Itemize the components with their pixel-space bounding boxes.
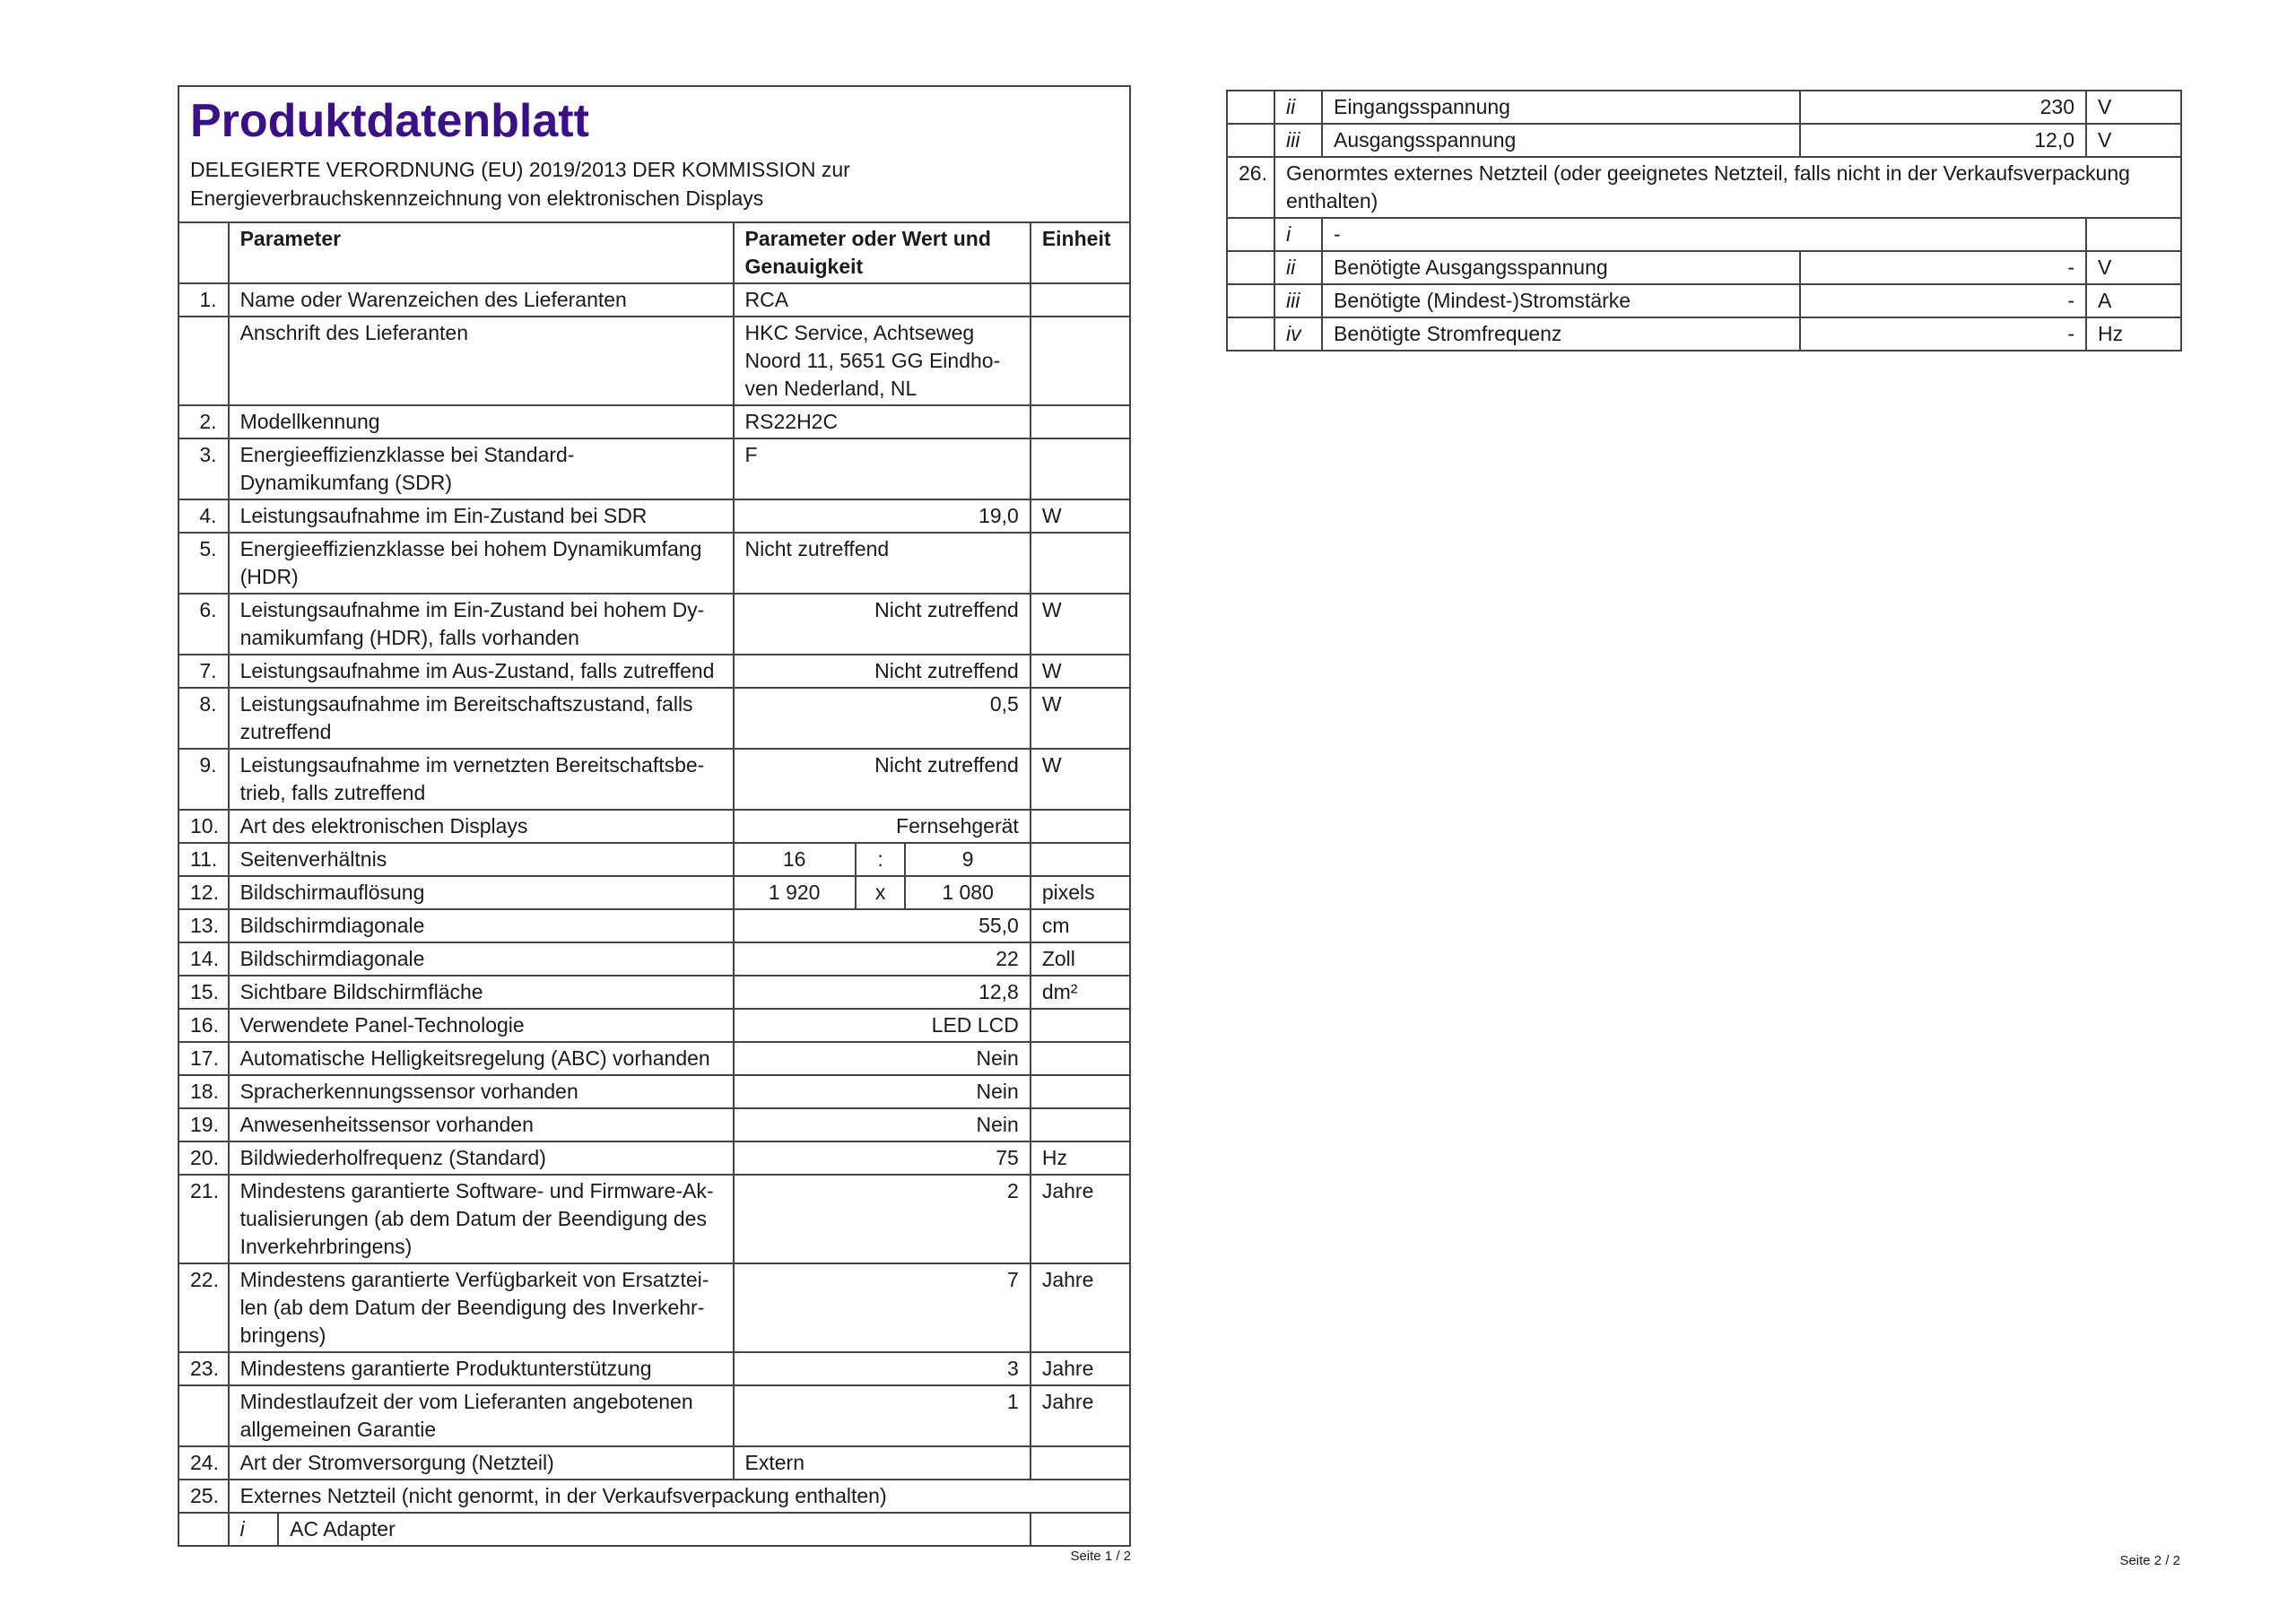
row-unit: Zoll [1031,942,1130,976]
row-parameter: Mindestens garantierte Software- und Firmware-Ak-tualisierungen (ab dem Datum der Beendigung des Inverkehrbringens) [229,1175,734,1263]
table-row [178,533,1130,594]
header-parameter: Parameter [229,222,734,283]
row-number: 8. [178,688,229,749]
row-value: 19,0 [734,499,1031,533]
row-unit: W [1031,655,1130,688]
row-number [178,1513,229,1546]
table-row [178,1480,1130,1513]
row-parameter: Bildschirmdiagonale [229,942,734,976]
table-row [178,1042,1130,1075]
row-unit [1031,1042,1130,1075]
row-subindex: i [1274,218,1322,251]
row-parameter: Verwendete Panel-Technologie [229,1009,734,1042]
row-value: HKC Service, Achtseweg Noord 11, 5651 GG Eindho-ven Nederland, NL [734,317,1031,405]
row-unit [1031,317,1130,405]
table-row [178,843,1130,876]
row-value: 2 [734,1175,1031,1263]
row-unit [1031,1009,1130,1042]
power-supply-table [1226,90,2182,352]
row-number: 4. [178,499,229,533]
table-row [1227,251,2181,284]
row-number [178,1385,229,1446]
row-unit: Jahre [1031,1263,1130,1352]
table-row [178,1108,1130,1141]
table-row [178,942,1130,976]
table-row [178,1141,1130,1175]
row-subindex: iv [1274,317,1322,351]
row-value: RS22H2C [734,405,1031,438]
row-number: 12. [178,876,229,909]
row-unit [1031,1108,1130,1141]
table-row [178,909,1130,942]
subtitle-line-1: DELEGIERTE VERORDNUNG (EU) 2019/2013 DER KOMMISSION zur [190,158,850,181]
row-value: 12,8 [734,976,1031,1009]
row-number: 18. [178,1075,229,1108]
header-value: Parameter oder Wert und Genauigkeit [734,222,1031,283]
row-parameter: Modellkennung [229,405,734,438]
header-unit: Einheit [1031,222,1130,283]
row-subindex: iii [1274,284,1322,317]
page-title: Produktdatenblatt [190,95,589,147]
row-value: Nein [734,1108,1031,1141]
row-unit [1031,438,1130,499]
row-number [1227,91,1274,124]
row-subindex: iii [1274,124,1322,157]
row-parameter: Seitenverhältnis [229,843,734,876]
table-header-row [178,222,1130,283]
row-unit: V [2086,91,2181,124]
row-subindex: ii [1274,91,1322,124]
row-number: 13. [178,909,229,942]
row-value: - [1800,317,2086,351]
table-row [178,1263,1130,1352]
table-row [1227,317,2181,351]
row-parameter: Leistungsaufnahme im Ein-Zustand bei SDR [229,499,734,533]
row-number [1227,124,1274,157]
table-row [1227,218,2181,251]
table-row [178,810,1130,843]
table-row [178,594,1130,655]
row-number: 9. [178,749,229,810]
table-row [178,499,1130,533]
row-parameter: Benötigte Ausgangsspannung [1322,251,1800,284]
row-parameter: Automatische Helligkeitsregelung (ABC) vorhanden [229,1042,734,1075]
row-parameter: Anwesenheitssensor vorhanden [229,1108,734,1141]
row-unit: Hz [1031,1141,1130,1175]
table-row [178,876,1130,909]
row-unit: A [2086,284,2181,317]
row-parameter: Externes Netzteil (nicht genormt, in der Verkaufsverpackung enthalten) [229,1480,1130,1513]
row-number: 14. [178,942,229,976]
subtitle-line-2: Energieverbrauchskennzeichnung von elektronischen Displays [190,187,764,210]
row-unit [1031,810,1130,843]
row-parameter: Benötigte Stromfrequenz [1322,317,1800,351]
row-number: 22. [178,1263,229,1352]
aspect-height: 9 [905,843,1030,876]
row-number: 16. [178,1009,229,1042]
row-parameter: Mindestens garantierte Produktunterstützung [229,1352,734,1385]
table-row [178,405,1130,438]
row-unit: Jahre [1031,1385,1130,1446]
row-subindex: ii [1274,251,1322,284]
row-number: 1. [178,283,229,317]
table-row [178,1175,1130,1263]
row-value: F [734,438,1031,499]
row-number: 23. [178,1352,229,1385]
row-value: RCA [734,283,1031,317]
row-number: 17. [178,1042,229,1075]
table-row [178,283,1130,317]
row-parameter: - [1322,218,2086,251]
row-subindex: i [229,1513,279,1546]
row-parameter: Energieeffizienzklasse bei Standard-Dynamikumfang (SDR) [229,438,734,499]
row-number: 10. [178,810,229,843]
row-unit: pixels [1031,876,1130,909]
row-value: Nein [734,1075,1031,1108]
table-row [1227,91,2181,124]
table-row [178,1352,1130,1385]
row-value: Nein [734,1042,1031,1075]
row-value: Extern [734,1446,1031,1480]
row-parameter: Eingangsspannung [1322,91,1800,124]
product-data-table [178,221,1131,1547]
row-value: 12,0 [1800,124,2086,157]
row-number: 24. [178,1446,229,1480]
row-value: 0,5 [734,688,1031,749]
row-parameter: Genormtes externes Netzteil (oder geeignetes Netzteil, falls nicht in der Verkaufsverpackung enthalten) [1274,157,2181,218]
row-number: 7. [178,655,229,688]
row-number: 19. [178,1108,229,1141]
row-parameter: Sichtbare Bildschirmfläche [229,976,734,1009]
row-unit: dm² [1031,976,1130,1009]
row-parameter: Mindestlaufzeit der vom Lieferanten angebotenen allgemeinen Garantie [229,1385,734,1446]
row-parameter: Bildschirmdiagonale [229,909,734,942]
row-parameter: Ausgangsspannung [1322,124,1800,157]
row-value: Nicht zutreffend [734,655,1031,688]
page-2 [1226,90,2180,1568]
table-row [178,438,1130,499]
row-number [1227,218,1274,251]
table-row [178,749,1130,810]
row-value: 230 [1800,91,2086,124]
row-unit [1031,283,1130,317]
row-unit [1031,405,1130,438]
row-value: Fernsehgerät [734,810,1031,843]
resolution-height: 1 080 [905,876,1030,909]
row-value: Nicht zutreffend [734,533,1031,594]
table-row [178,655,1130,688]
row-value: 75 [734,1141,1031,1175]
row-number: 11. [178,843,229,876]
table-row [1227,124,2181,157]
row-parameter: Leistungsaufnahme im Ein-Zustand bei hohem Dy-namikumfang (HDR), falls vorhanden [229,594,734,655]
row-parameter: Spracherkennungssensor vorhanden [229,1075,734,1108]
table-row [178,1446,1130,1480]
row-number [178,317,229,405]
resolution-width: 1 920 [734,876,856,909]
row-parameter: Bildwiederholfrequenz (Standard) [229,1141,734,1175]
row-value: Nicht zutreffend [734,749,1031,810]
table-row [178,1385,1130,1446]
row-value: - [1800,251,2086,284]
row-unit: V [2086,124,2181,157]
row-unit: W [1031,499,1130,533]
row-unit: Jahre [1031,1175,1130,1263]
row-parameter: Leistungsaufnahme im Bereitschaftszustand, falls zutreffend [229,688,734,749]
row-parameter: Bildschirmauflösung [229,876,734,909]
row-number: 21. [178,1175,229,1263]
row-number: 6. [178,594,229,655]
table-row [178,1513,1130,1546]
row-parameter: Leistungsaufnahme im vernetzten Bereitschaftsbe-trieb, falls zutreffend [229,749,734,810]
resolution-separator: x [856,876,906,909]
table-row [178,1009,1130,1042]
row-value: 7 [734,1263,1031,1352]
row-number [1227,251,1274,284]
row-unit: cm [1031,909,1130,942]
row-unit [1031,1513,1130,1546]
row-parameter: AC Adapter [278,1513,1031,1546]
row-parameter: Anschrift des Lieferanten [229,317,734,405]
row-unit [1031,533,1130,594]
row-value: Nicht zutreffend [734,594,1031,655]
row-number [1227,284,1274,317]
row-unit: V [2086,251,2181,284]
row-value: LED LCD [734,1009,1031,1042]
table-row [178,688,1130,749]
row-parameter: Name oder Warenzeichen des Lieferanten [229,283,734,317]
page-footer: Seite 1 / 2 [1070,1549,1131,1564]
row-number: 26. [1227,157,1274,218]
table-row [1227,157,2181,218]
aspect-separator: : [856,843,906,876]
row-value: 22 [734,942,1031,976]
row-parameter: Energieeffizienzklasse bei hohem Dynamikumfang (HDR) [229,533,734,594]
page-footer: Seite 2 / 2 [2119,1553,2180,1568]
header-no [178,222,229,283]
row-unit [1031,1446,1130,1480]
row-unit [1031,1075,1130,1108]
row-unit: Hz [2086,317,2181,351]
header-box [178,85,1131,221]
row-parameter: Leistungsaufnahme im Aus-Zustand, falls zutreffend [229,655,734,688]
table-row [178,1075,1130,1108]
row-parameter: Art der Stromversorgung (Netzteil) [229,1446,734,1480]
table-row [178,976,1130,1009]
row-value: 3 [734,1352,1031,1385]
row-number: 5. [178,533,229,594]
table-row [178,317,1130,405]
row-number: 3. [178,438,229,499]
row-unit [2086,218,2181,251]
row-value: 55,0 [734,909,1031,942]
row-unit: W [1031,688,1130,749]
row-value: - [1800,284,2086,317]
row-unit: Jahre [1031,1352,1130,1385]
row-number [1227,317,1274,351]
row-number: 2. [178,405,229,438]
row-number: 25. [178,1480,229,1513]
row-parameter: Art des elektronischen Displays [229,810,734,843]
row-unit [1031,843,1130,876]
row-value: 1 [734,1385,1031,1446]
row-number: 20. [178,1141,229,1175]
aspect-width: 16 [734,843,856,876]
table-row [1227,284,2181,317]
row-unit: W [1031,749,1130,810]
page-1 [178,85,1131,1564]
row-number: 15. [178,976,229,1009]
row-parameter: Mindestens garantierte Verfügbarkeit von Ersatztei-len (ab dem Datum der Beendigung des Inverkehr-bringens) [229,1263,734,1352]
row-unit: W [1031,594,1130,655]
row-parameter: Benötigte (Mindest-)Stromstärke [1322,284,1800,317]
